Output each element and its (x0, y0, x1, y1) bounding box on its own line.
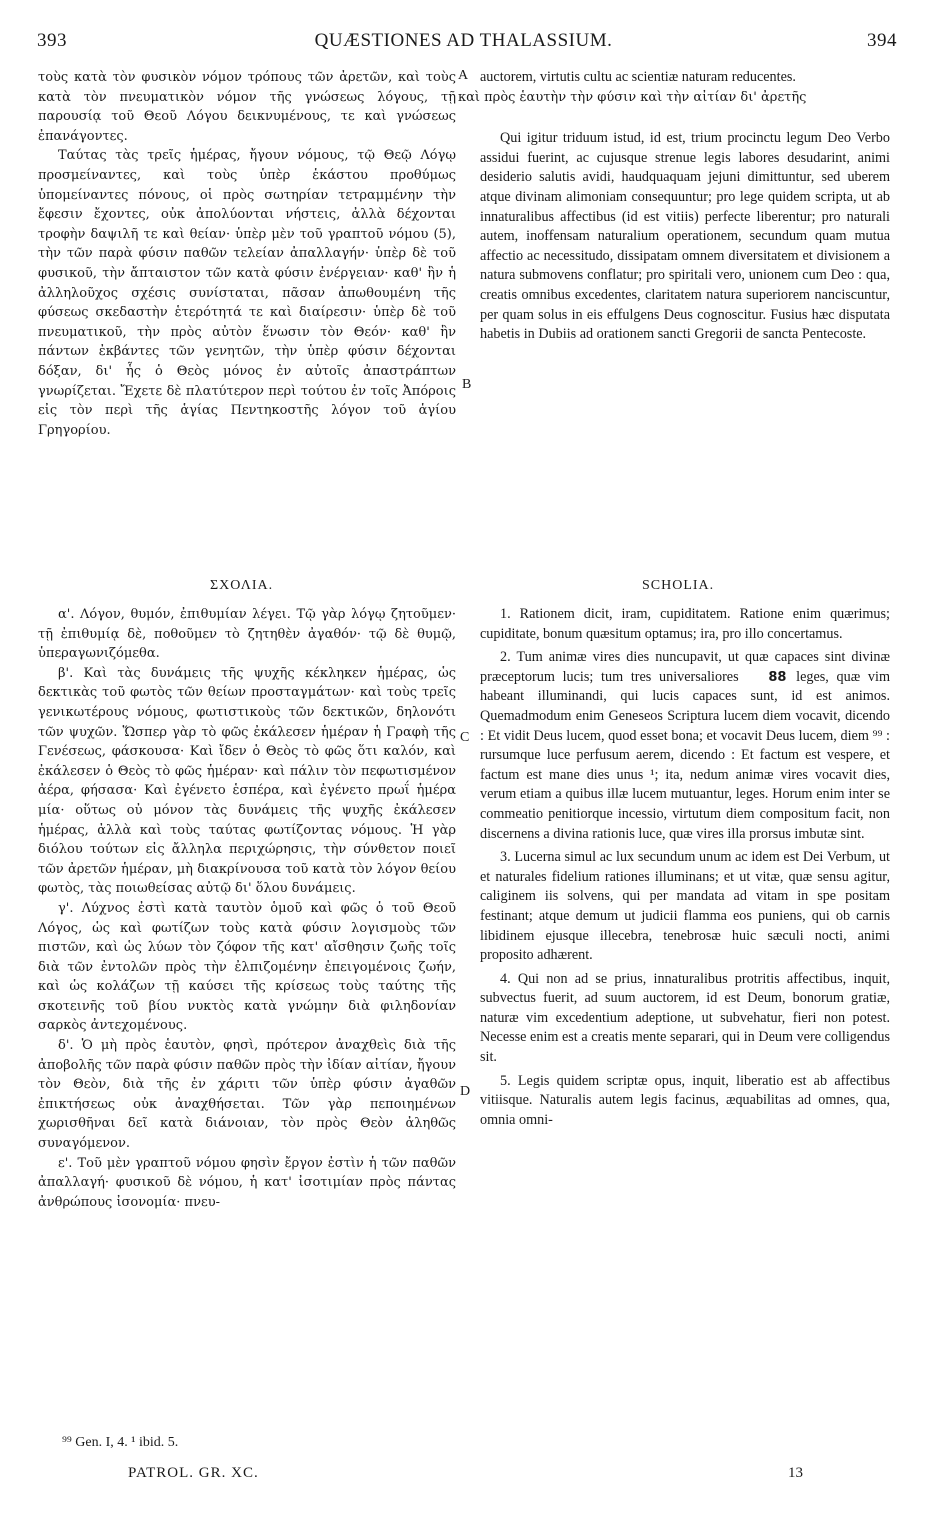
latin-scholion: 3. Lucerna simul ac lux secundum unum ac idem est Dei Verbum, ut et naturales fidelium rationes illuminans; et ut vitæ, quæ sensu agitur, caliginem iis solvens, qui per mandata ad vitam in spe positam festinant; atque demum ut judicii flamma eos puniens, qui ob carnis libidinem ejusque illecebra, tenebrosæ huic sæculi nocti, animi proposito adhærent. (480, 849, 890, 964)
greek-paragraph: τοὺς κατὰ τὸν φυσικὸν νόμον τρόπους τῶν ἀρετῶν, καὶ τοὺς κατὰ τὸν πνευματικὸν νόμον τῆς γνώσεως λόγους, τῇ παρουσίᾳ τοῦ Θεοῦ Λόγου δεικνυμένους, τε καὶ γνώσεως ἐπανάγοντες. (38, 70, 456, 144)
greek-scholion: ε'. Τοῦ μὲν γραπτοῦ νόμου φησὶν ἔργον ἐστὶν ἡ τῶν παθῶν ἀπαλλαγή· φυσικοῦ δὲ νόμου, ἡ κατ' ἰσοτιμίαν πρὸς πάντας ἀνθρώπους ἰσονομία· πνευ- (38, 1155, 456, 1210)
margin-marker-b: B (462, 377, 472, 392)
latin-scholion: 1. Rationem dicit, iram, cupiditatem. Ratione enim quærimus; cupiditate, bonum quæsitum optamus; ira, pro illo concertamus. (480, 606, 890, 642)
left-page-number: 393 (37, 30, 67, 51)
greek-scholion: β'. Καὶ τὰς δυνάμεις τῆς ψυχῆς κέκληκεν ἡμέρας, ὡς δεκτικὰς τοῦ φωτὸς τῶν θείων προσταγμάτων· καὶ τοὺς τρεῖς γενικωτέρους νόμους, φωτιστικοὺς τῶν δεκτικῶν, δηλονότι τῶν ψυχῶν. Ὥσπερ γὰρ τὸ φῶς ἐκάλεσεν ἡμέραν ἡ Γραφὴ τῆς Γενέσεως, φάσκουσα· Καὶ ἴδεν ὁ Θεὸς τὸ φῶς ὅτι καλόν, καὶ ἐκάλεσεν ὁ Θεὸς τὸ φῶς ἡμέραν· καὶ πάλιν τὸν πεφωτισμένον ἀέρα, φήσασα· Καὶ ἐγένετο ἑσπέρα, καὶ ἐγένετο πρωΐ ἡμέρα μία· οὕτως οὐ μόνον τὰς δυνάμεις τῆς ψυχῆς ἐκάλεσεν ἡμέρας, ἀλλὰ καὶ τοὺς ταύτας φωτίζοντας νόμους. Ἡ γὰρ διόλου τούτων εἰς ἄλληλα περιχώρησις, τὴν σύνθετον ποιεῖ τῶν ἀρετῶν ἡμέραν, μὴ διακρίνουσα τοῦ κατὰ τὸν λόγον θείου φωτὸς, τὰς ποιωθείσας αὐτῷ δι' ὅλου δυνάμεις. (38, 665, 456, 897)
signature-mark: PATROL. GR. XC. (128, 1465, 259, 1481)
latin-scholion: 4. Qui non ad se prius, innaturalibus protritis affectibus, inquit, subvectus fuerit, ad suum auctorem, id est Deum, bonorum gratiæ, naturæ vim excedentium adeptione, ut subvehatur, fieri non potest. Necesse enim est a creatis mente separari, qui in Deum vere colligendus sit. (480, 970, 890, 1066)
gathering-number: 13 (788, 1465, 803, 1481)
right-page-number: 394 (867, 30, 897, 51)
latin-scholia (480, 605, 890, 1130)
latin-scholion: 5. Legis quidem scriptæ opus, inquit, liberatio est ab affectibus vitiisque. Naturalis autem legis facinus, æquabilitas ad omnes, qua, omnia omni- (480, 1072, 890, 1128)
latin-column-top (458, 68, 890, 345)
margin-marker-d: D (460, 1084, 471, 1099)
latin-scholion-text: 2. Tum animæ vires dies nuncupavit, ut quæ capaces sint divinæ præceptorum lucis; tum tres universaliores (480, 649, 890, 685)
greek-scholion: δ'. Ὁ μὴ πρὸς ἑαυτὸν, φησὶ, πρότερον ἀναχθεὶς διὰ τῆς ἀποβολῆς τῶν παρὰ φύσιν παθῶν πρὸς τὴν ἰδίαν αἰτίαν, ἤγουν τὸν Θεὸν, διὰ τῆς ἐν χάριτι τῶν ὑπὲρ φύσιν ἀγαθῶν ἐπικτήσεως οὐκ ἀναχθήσεται. Τῶν γὰρ πεποιημένων χωρισθῆναι δεῖ κατὰ διάνοιαν, τὸν πρὸς Θεὸν ἀληθῶς συναγόμενον. (38, 1038, 457, 1152)
greek-column-top (38, 68, 456, 440)
latin-scholion (480, 648, 890, 844)
latin-paragraph: Qui igitur triduum istud, id est, trium procinctu legum Deo Verbo assidui fuerint, ac cujusque strenue legis labores desudarint, animi desiderio salutis avidi, haudquaquam jejuni dimittuntur, sed uberem atque divinam alimoniam consequuntur; pro lege quidem scripta, ut ab innaturalibus affectibus (id est vitiis) perfecte liberentur; pro naturali autem, inoffensam naturalium operationem, secundum quam mutua affectio ac necessitudo, dissipatam omnem diversitatem et divisionem a natura submovens conflatur; pro spiritali vero, unionem cum Deo : qua, creatis omnibus excedentes, claritatem natura superiorem nanciscuntur, per quam solus in eis effulgens Deus cognoscitur. Fusius hæc disputata habetis in Dubiis ad orationem sancti Gregorii de sancta Pentecoste. (480, 130, 890, 343)
margin-marker-c: C (460, 730, 470, 745)
running-title: QUÆSTIONES AD THALASSIUM. (314, 30, 613, 51)
greek-inset-line: καὶ πρὸς ἑαυτὴν τὴν φύσιν καὶ τὴν αἰτίαν δι' ἀρετῆς (458, 89, 807, 105)
latin-paragraph: auctorem, virtutis cultu ac scientiæ naturam reducentes. (480, 69, 796, 85)
latin-scholion-text: leges, quæ vim habeant illuminandi, qui lucis capaces sunt, id est animos. Quemadmodum enim Geneseos Scriptura lucem diem vocavit, dicendo : Et vidit Deus lucem, quod esset bona; et vocavit Deus lucem, diem ⁹⁹ : rursumque luce perfusum aerem, dicendo : Et factum est vespere, et factum est mane dies unus ¹; ita, nedum animæ vires vocavit dies, verum etiam a quibus illæ lucem mutuantur, leges. Horum enim inter se commeatio penitiorque incessio, virtutum diem compositum facit, non discernens a divina rationis luce, quæ vires illa prorsus imbutæ sint. (480, 668, 890, 842)
library-stamp: 88 (768, 669, 787, 685)
latin-scholia-title: SCHOLIA. (642, 578, 715, 593)
greek-scholia (38, 605, 456, 1212)
greek-scholion: α'. Λόγον, θυμόν, ἐπιθυμίαν λέγει. Τῷ γὰρ λόγῳ ζητοῦμεν· τῇ ἐπιθυμίᾳ δὲ, ποθοῦμεν τὸ ζητηθὲν ἀγαθόν· τῷ δὲ θυμῷ, ὑπεραγωνιζόμεθα. (38, 607, 456, 662)
greek-scholion: γ'. Λύχνος ἐστὶ κατὰ ταυτὸν ὁμοῦ καὶ φῶς ὁ τοῦ Θεοῦ Λόγος, ὡς καὶ φωτίζων τοὺς κατὰ φύσιν λογισμοὺς τῶν πιστῶν, καὶ ὡς λύων τὸν ζόφον τῆς κατ' αἴσθησιν ζωῆς τοῖς διὰ τῶν ἐντολῶν πρὸς τὴν ἐλπιζομένην ἐπειγομένοις ζωήν, καὶ ὡς κολάζων τῇ καύσει τῆς κρίσεως τοὺς ταύτης τῆς σκοτεινῆς τοῦ βίου νυκτὸς κατὰ γνώμην διὰ φιληδονίαν σαρκὸς ἀντεχομένους. (38, 900, 456, 1034)
footnote: ⁹⁹ Gen. I, 4. ¹ ibid. 5. (62, 1435, 179, 1450)
greek-paragraph: Ταύτας τὰς τρεῖς ἡμέρας, ἤγουν νόμους, τῷ Θεῷ Λόγῳ προσμείναντες, καὶ τοὺς ὑπὲρ ἑκάστου προθύμως ὑπομείναντες πόνους, οἱ πρὸς σωτηρίαν τετραμμένην τὴν ἔφεσιν ἔχοντες, οὐκ ἀπολύονται νήστεις, ἀλλὰ δέχονται τροφὴν δαψιλῆ τε καὶ θείαν· ὑπὲρ μὲν τοῦ γραπτοῦ νόμου (5), τὴν τῶν παρὰ φύσιν παθῶν τελείαν ἀπαλλαγήν· ὑπὲρ δὲ τοῦ φυσικοῦ, τὴν ἄπταιστον τῶν κατὰ φύσιν ἐνέργειαν· καθ' ἣν ἡ ἀλληλοῦχος σχέσις συνίσταται, πᾶσαν ἀπωθουμένη τῆς φύσεως σκεδαστὴν ἑτερότητά τε καὶ διαίρεσιν· ὑπὲρ δὲ τοῦ πνευματικοῦ, τὴν πρὸς αὐτὸν ἕνωσιν τὸν Θεόν· καθ' ἣν πάντων ἐκβάντες τῶν γενητῶν, τὴν ὑπὲρ φύσιν δέχονται δόξαν, δι' ἧς ὁ Θεὸς μόνος ἐν αὐτοῖς ἀπαστράπτων γνωρίζεται. Ἔχετε δὲ πλατύτερον περὶ τούτου ἐν τοῖς Ἀπόροις εἰς τὸν περὶ τῆς ἁγίας Πεντηκοστῆς λόγον τοῦ ἁγίου Γρηγορίου. (38, 148, 456, 438)
greek-scholia-title: ΣΧΟΛΙΑ. (210, 578, 274, 593)
margin-marker-a: A (458, 68, 469, 83)
